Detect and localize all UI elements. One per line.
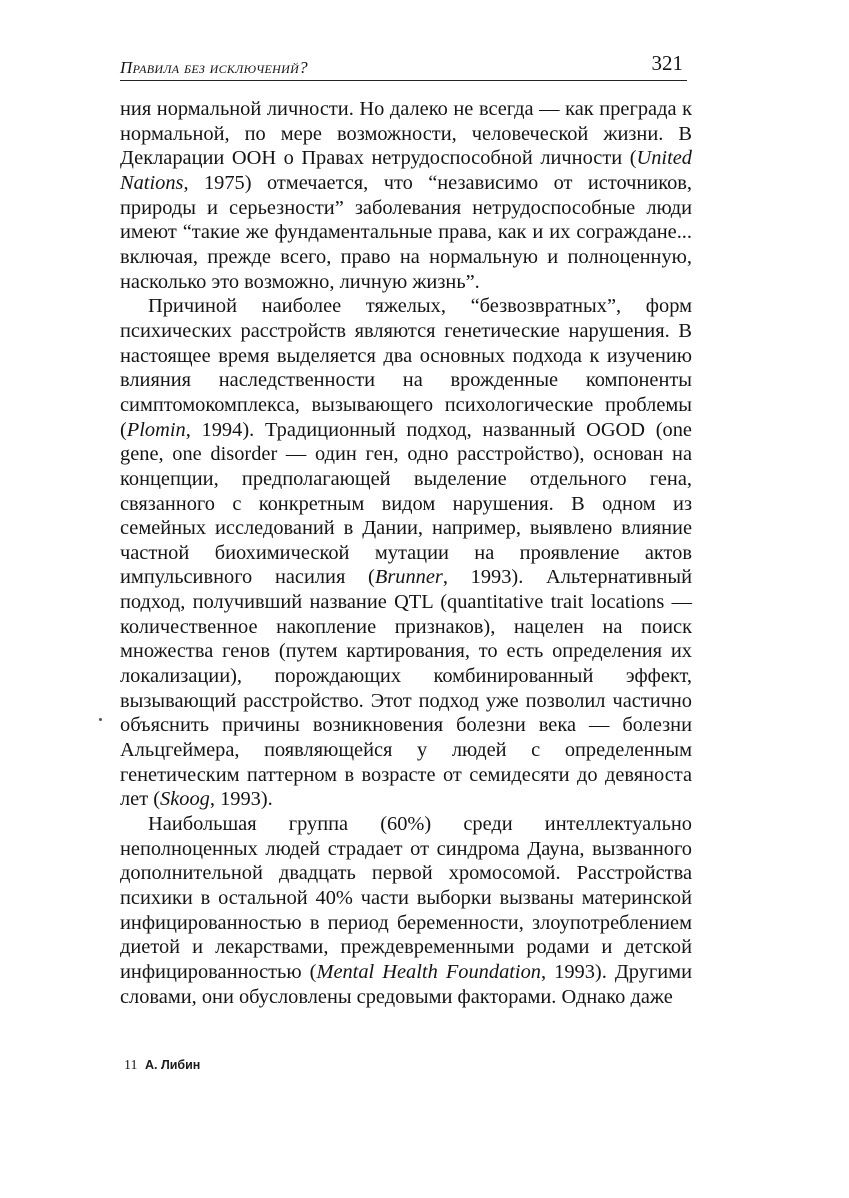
citation-author: Brunner xyxy=(374,566,443,589)
citation-author: Mental Health Foundation xyxy=(316,960,541,983)
paragraph-3: Наибольшая группа (60%) среди интеллектуально неполноценных людей страдает от синдрома Дауна, вызванного дополнительной двадцать первой хромосомой. Расстройства психики в остальной 40% части выборки вызваны материнской инфицированностью в период беременности, злоупотреблением диетой и лекарствами, преждевременными родами и детской инфицированностью (Mental Health Foundation, 1993). Другими словами, они обусловлены средовыми факторами. Однако даже xyxy=(120,813,692,1008)
running-head xyxy=(120,48,687,81)
scan-speck xyxy=(99,718,102,721)
signature-author: А. Либин xyxy=(144,1058,201,1072)
citation-author: Skoog xyxy=(160,788,210,811)
paragraph-1: ния нормальной личности. Но далеко не всегда — как преграда к нормальной, по мере возможности, человеческой жизни. В Декларации ООН о Правах нетрудоспособной личности (United Nations, 1975) отмечается, что “независимо от источников, природы и серьезности” заболевания нетрудоспособные люди имеют “такие же фундаментальные права, как и их сограждане... включая, прежде всего, право на нормальную и полноценную, насколько это возможно, личную жизнь”. xyxy=(120,98,692,293)
body-text xyxy=(120,97,692,1009)
running-title: Правила без исключений? xyxy=(120,58,308,77)
paragraph-2: Причиной наиболее тяжелых, “безвозвратных”, форм психических расстройств являются генетические нарушения. В настоящее время выделяется два основных подхода к изучению влияния наследственности на врожденные компоненты симптомокомплекса, вызывающего психологические проблемы (Plomin, 1994). Традиционный подход, названный OGOD (one gene, one disorder — один ген, одно расстройство), основан на концепции, предполагающей выделение отдельного гена, связанного с конкретным видом нарушения. В одном из семейных исследований в Дании, например, выявлено влияние частной биохимической мутации на проявление актов импульсивного насилия (Brunner, 1993). Альтернативный подход, получивший название QTL (quantitative trait locations — количественное накопление признаков), нацелен на поиск множества генов (путем картирования, то есть определения их локализации), порождающих комбинированный эффект, вызывающий расстройство. Этот подход уже позволил частично объяснить причины возникновения болезни века — болезни Альцгеймера, появляющейся у людей с определенным генетическим паттерном в возрасте от семидесяти до девяноста лет (Skoog, 1993). xyxy=(120,295,692,811)
signature-number: 11 xyxy=(124,1058,138,1073)
printer-signature xyxy=(124,1058,200,1074)
citation-author: Plomin xyxy=(126,418,186,441)
citation-author: United Nations xyxy=(120,147,692,194)
page-number: 321 xyxy=(651,51,683,75)
